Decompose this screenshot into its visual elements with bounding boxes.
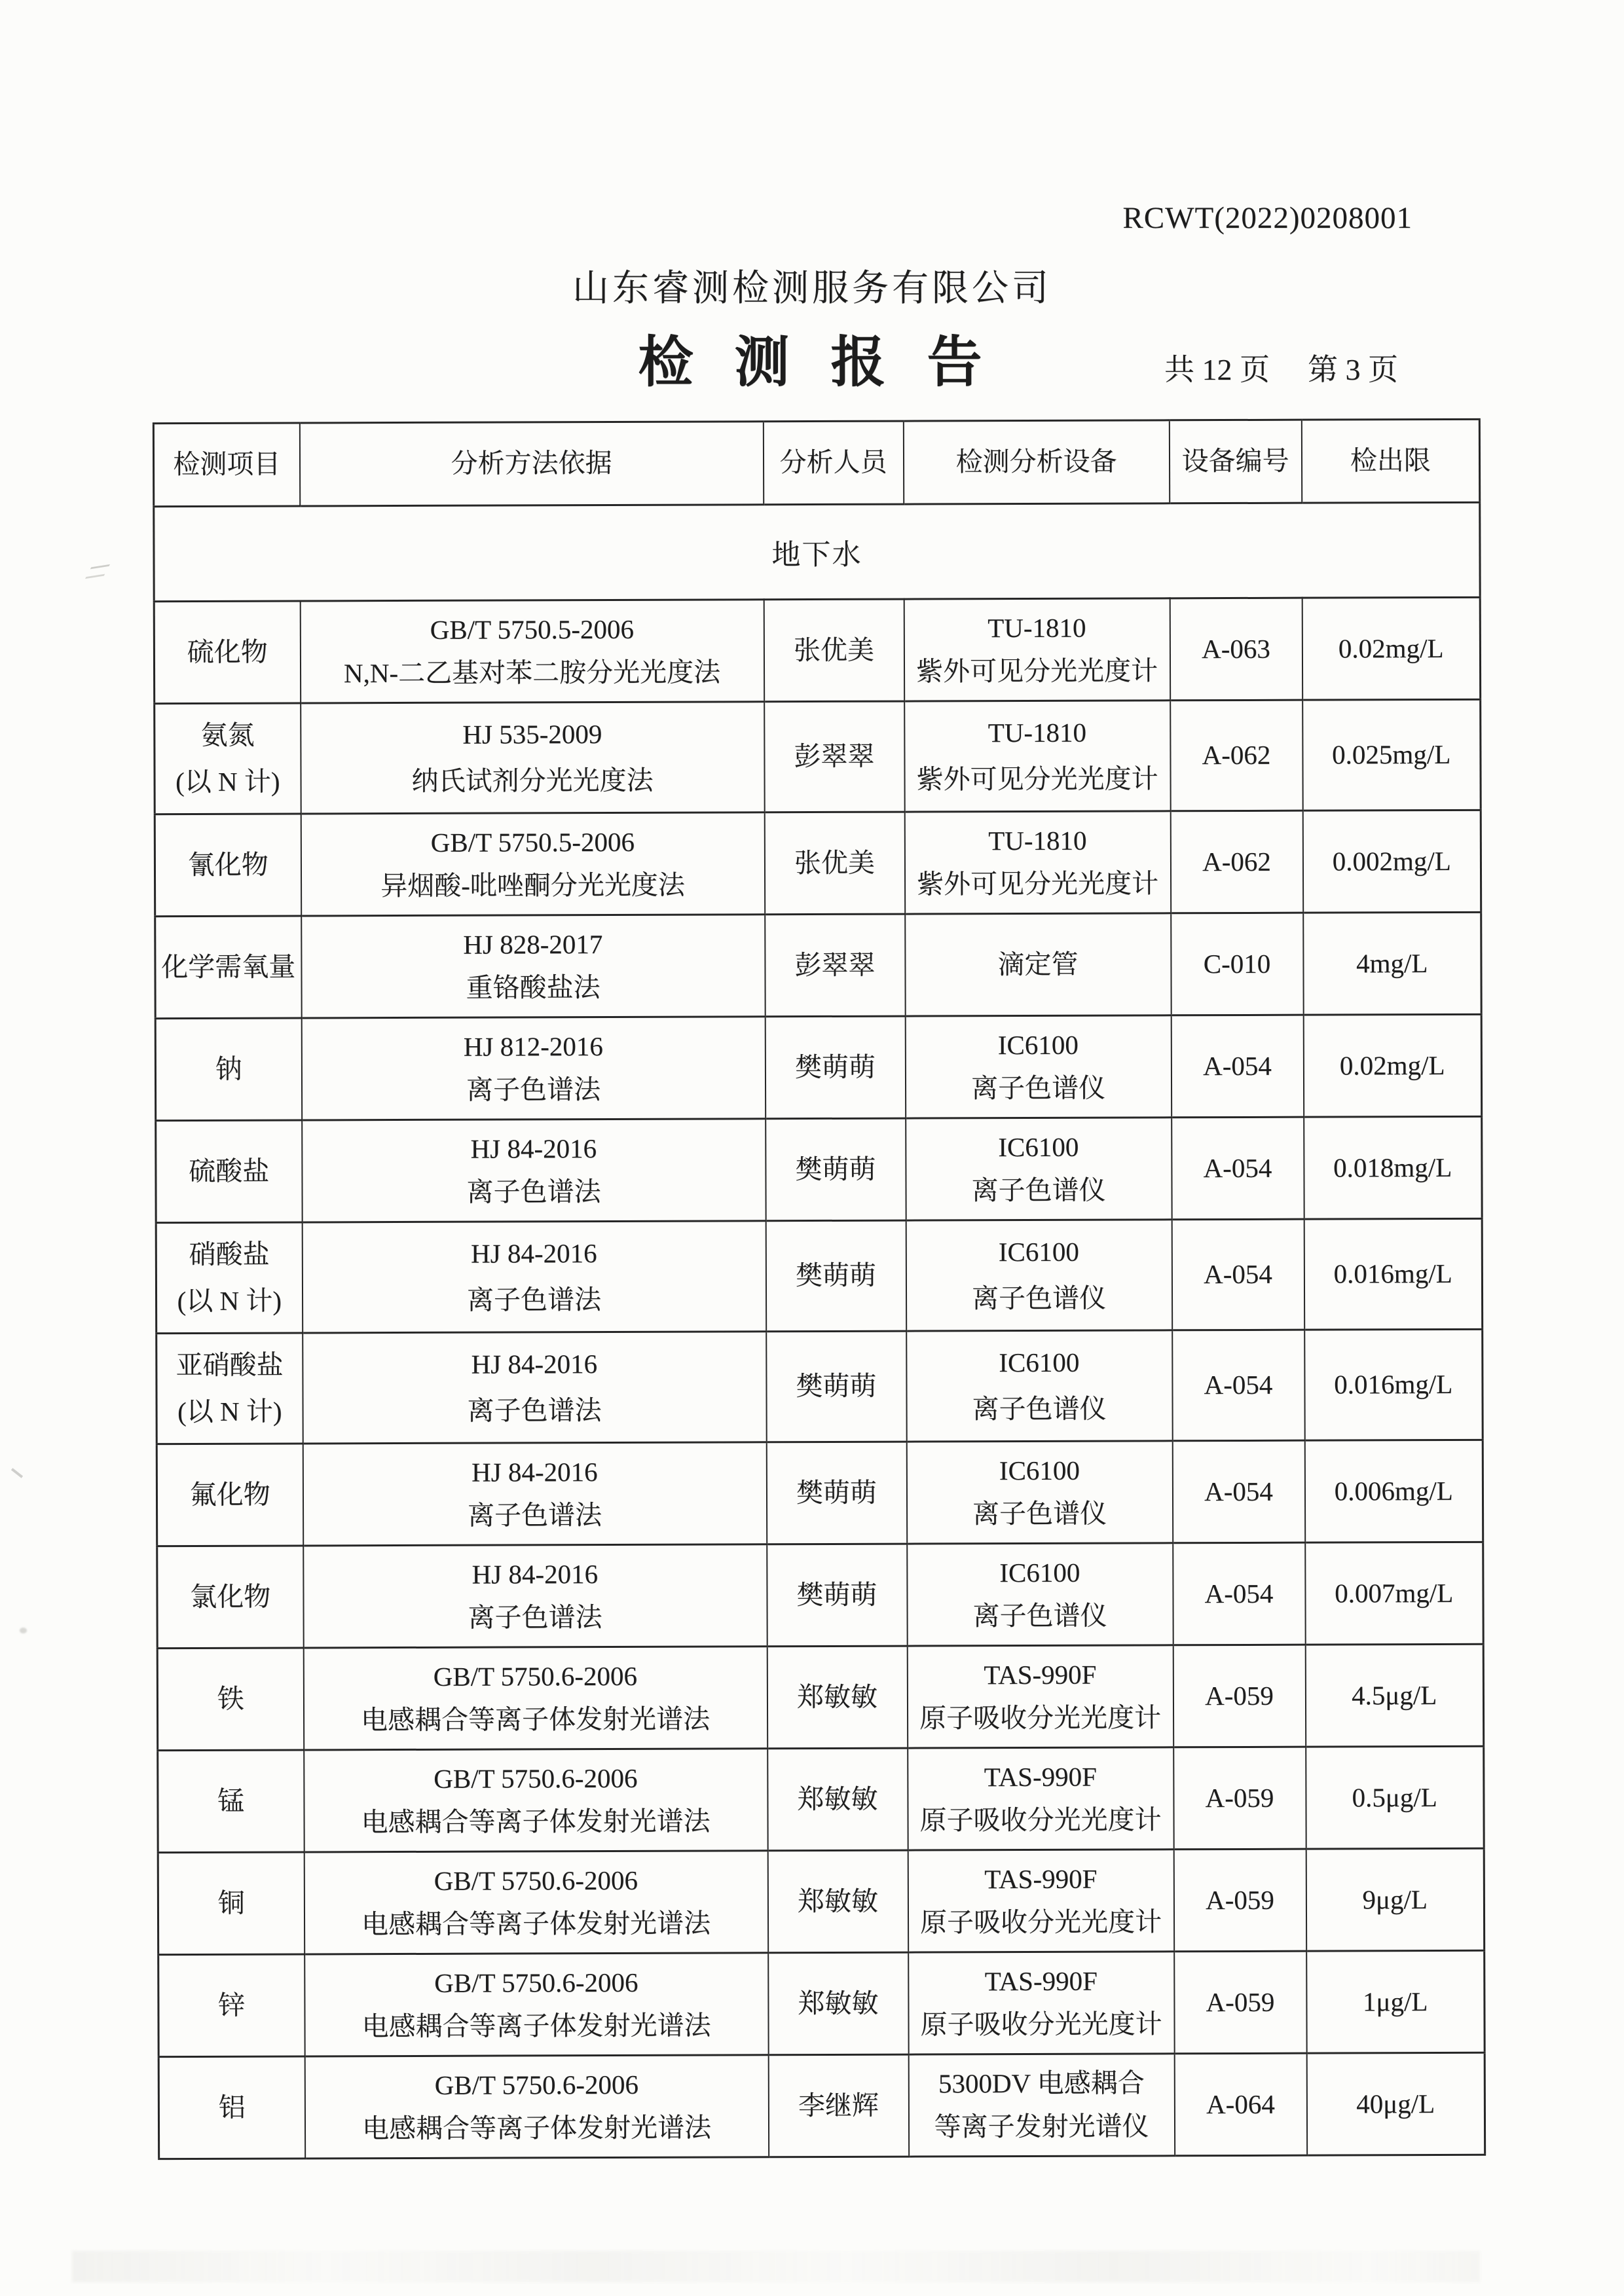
- analysis-method-cell: [301, 915, 765, 1018]
- analysis-device-device1: IC6100: [998, 1131, 1079, 1162]
- test-item-item: 锰: [217, 1785, 245, 1816]
- analyst-name-analyst: 郑敏敏: [797, 1886, 879, 1917]
- device-number-device_no: A-054: [1204, 1578, 1274, 1609]
- analysis-device-device2: 离子色谱仪: [970, 1072, 1106, 1104]
- test-item-item2: (以 N 计): [177, 1396, 282, 1427]
- analysis-device-device2: 离子色谱仪: [972, 1600, 1107, 1631]
- col-header-device: [903, 420, 1169, 504]
- analysis-method-cell: [301, 702, 765, 814]
- analysis-method-cell: [301, 812, 764, 916]
- analyst-name-cell: [764, 812, 904, 915]
- analysis-device-cell: [904, 701, 1171, 812]
- device-number-device_no: A-059: [1205, 1884, 1274, 1916]
- table-row: [155, 699, 1481, 814]
- detection-limit-limit: 0.02mg/L: [1339, 1049, 1445, 1081]
- test-item-cell: [155, 1018, 301, 1121]
- analyst-name-cell: [766, 1220, 906, 1332]
- device-number-cell: [1174, 1951, 1306, 2054]
- detection-limit-cell: [1303, 1014, 1481, 1117]
- test-item-cell: [156, 1120, 302, 1223]
- analysis-device-cell: [908, 1952, 1174, 2054]
- detection-limit-cell: [1306, 1950, 1485, 2053]
- analysis-method-method1: GB/T 5750.6-2006: [434, 2069, 639, 2100]
- test-item-item: 铜: [217, 1887, 245, 1918]
- table-row: [155, 912, 1481, 1018]
- header-row: [153, 419, 1479, 506]
- analysis-method-method1: HJ 84-2016: [471, 1456, 598, 1487]
- test-item-item: 硝酸盐: [189, 1239, 270, 1269]
- device-number-cell: [1172, 1440, 1304, 1543]
- analyst-name-cell: [766, 1442, 906, 1544]
- analysis-method-cell: [304, 1953, 768, 2056]
- test-item-cell: [158, 1852, 304, 1955]
- device-number-device_no: C-010: [1203, 948, 1271, 979]
- table-row: [157, 1329, 1483, 1444]
- analysis-device-cell: [908, 1850, 1173, 1952]
- analyst-name-cell: [764, 701, 905, 812]
- analysis-method-cell: [302, 1221, 766, 1333]
- table-row: [157, 1440, 1483, 1546]
- detection-limit-limit: 0.007mg/L: [1335, 1577, 1454, 1609]
- analysis-device-device1: IC6100: [999, 1557, 1080, 1588]
- detection-limit-limit: 0.5μg/L: [1352, 1781, 1437, 1813]
- analysis-method-method1: GB/T 5750.5-2006: [430, 826, 635, 858]
- table-row: [156, 1218, 1483, 1333]
- test-item-item: 氨氮: [200, 720, 255, 750]
- analyst-name-analyst: 樊萌萌: [795, 1260, 877, 1291]
- analysis-method-method1: HJ 535-2009: [462, 718, 602, 750]
- analysis-device-device2: 紫外可见分光光度计: [916, 763, 1158, 795]
- analysis-method-method2: 电感耦合等离子体发射光谱法: [361, 2010, 711, 2042]
- analysis-device-device2: 紫外可见分光光度计: [915, 655, 1158, 687]
- analyst-name-analyst: 郑敏敏: [797, 1783, 878, 1815]
- analysis-method-method2: 离子色谱法: [468, 1602, 602, 1633]
- device-number-cell: [1173, 1849, 1306, 1952]
- analysis-method-method1: HJ 812-2016: [463, 1030, 603, 1062]
- table-row: [157, 1542, 1483, 1648]
- group-row-groundwater: [154, 502, 1480, 601]
- analysis-device-device1: TAS-990F: [984, 1659, 1097, 1690]
- test-item-item: 锌: [218, 1990, 246, 2020]
- detection-limit-limit: 0.02mg/L: [1338, 632, 1444, 664]
- analysis-device-device1: 滴定管: [997, 949, 1079, 980]
- test-item-cell: [155, 703, 301, 814]
- analysis-device-device2: 原子吸收分光光度计: [919, 1906, 1162, 1938]
- analysis-method-method1: GB/T 5750.6-2006: [434, 1865, 638, 1896]
- table-row: [154, 597, 1480, 703]
- analyst-name-analyst: 李继辉: [798, 2090, 879, 2121]
- detection-limit-cell: [1302, 699, 1481, 811]
- device-number-device_no: A-062: [1202, 846, 1271, 877]
- analysis-device-cell: [907, 1543, 1173, 1646]
- device-number-device_no: A-054: [1202, 1050, 1272, 1082]
- analysis-device-device2: 原子吸收分光光度计: [919, 1702, 1162, 1734]
- detection-limit-limit: 9μg/L: [1362, 1884, 1428, 1915]
- analysis-method-method1: GB/T 5750.6-2006: [434, 1967, 638, 1998]
- analysis-method-cell: [303, 1332, 767, 1444]
- test-item-cell: [158, 2056, 304, 2159]
- analysis-method-cell: [303, 1544, 767, 1648]
- device-number-device_no: A-054: [1204, 1370, 1273, 1400]
- detection-limit-limit: 4.5μg/L: [1352, 1679, 1437, 1711]
- analyst-name-analyst: 张优美: [794, 847, 876, 879]
- analysis-method-method2: 电感耦合等离子体发射光谱法: [361, 1806, 710, 1838]
- test-item-cell: [158, 1750, 304, 1853]
- col-header-device-label: 检测分析设备: [955, 446, 1117, 477]
- analysis-method-cell: [303, 1647, 767, 1750]
- analysis-device-device1: IC6100: [999, 1455, 1080, 1485]
- test-item-item: 氟化物: [189, 1479, 270, 1510]
- analyst-name-cell: [767, 1544, 907, 1647]
- scan-artifact-squiggle: [85, 564, 110, 579]
- detection-limit-cell: [1306, 2052, 1485, 2155]
- analyst-name-cell: [764, 599, 904, 702]
- analysis-method-method2: 纳氏试剂分光光度法: [411, 765, 654, 796]
- detection-limit-limit: 0.016mg/L: [1333, 1258, 1452, 1289]
- analysis-device-cell: [908, 1747, 1173, 1850]
- detection-limit-cell: [1304, 1329, 1483, 1440]
- analysis-method-method1: GB/T 5750.6-2006: [434, 1762, 638, 1794]
- test-item-cell: [155, 814, 301, 917]
- analysis-method-method2: 重铬酸盐法: [466, 972, 600, 1003]
- analysis-device-cell: [907, 1645, 1173, 1748]
- analysis-device-device1: 5300DV 电感耦合: [938, 2068, 1145, 2098]
- col-header-method: [299, 422, 763, 506]
- device-number-device_no: A-062: [1202, 740, 1271, 771]
- test-item-item: 氰化物: [187, 849, 268, 880]
- detection-limit-cell: [1305, 1542, 1483, 1645]
- scan-artifact-dot: [20, 1628, 27, 1633]
- table-row: [158, 2052, 1485, 2159]
- device-number-device_no: A-054: [1204, 1476, 1273, 1507]
- device-number-cell: [1172, 1330, 1305, 1441]
- analysis-device-device2: 离子色谱仪: [971, 1283, 1107, 1314]
- detection-limit-cell: [1305, 1644, 1483, 1747]
- device-number-device_no: A-059: [1206, 1986, 1275, 2018]
- test-item-cell: [157, 1648, 303, 1751]
- page-current-label: 第 3 页: [1308, 353, 1398, 386]
- report-number: RCWT(2022)0208001: [1122, 201, 1412, 235]
- analysis-device-cell: [906, 1441, 1172, 1544]
- test-item-item: 铁: [217, 1683, 244, 1714]
- analysis-device-device1: TU-1810: [988, 825, 1087, 856]
- test-item-cell: [154, 601, 300, 704]
- analyst-name-cell: [767, 1646, 907, 1749]
- test-item-item: 硫化物: [187, 636, 268, 667]
- col-header-method-label: 分析方法依据: [451, 448, 612, 479]
- analysis-device-device2: 原子吸收分光光度计: [919, 1804, 1162, 1836]
- analyst-name-analyst: 郑敏敏: [798, 1988, 879, 2019]
- device-number-cell: [1174, 2053, 1306, 2156]
- table-header: [153, 419, 1479, 506]
- device-number-cell: [1173, 1645, 1305, 1747]
- col-header-limit: [1301, 419, 1479, 503]
- device-number-device_no: A-059: [1204, 1680, 1274, 1711]
- detection-limit-limit: 0.006mg/L: [1334, 1475, 1453, 1506]
- analysis-method-method2: 离子色谱法: [466, 1176, 601, 1207]
- detection-limit-cell: [1306, 1848, 1484, 1951]
- detection-limit-cell: [1304, 1218, 1483, 1330]
- company-name: 山东睿测检测服务有限公司: [572, 268, 1052, 309]
- analysis-device-device2: 离子色谱仪: [972, 1393, 1107, 1425]
- analysis-method-cell: [304, 1749, 767, 1852]
- test-item-cell: [157, 1546, 303, 1649]
- analysis-method-method2: 离子色谱法: [468, 1500, 602, 1531]
- detection-limit-limit: 0.025mg/L: [1332, 739, 1451, 770]
- analyst-name-analyst: 樊萌萌: [795, 1154, 876, 1185]
- col-header-device-no: [1169, 420, 1301, 503]
- analysis-device-device1: IC6100: [998, 1236, 1079, 1267]
- detection-limit-cell: [1302, 597, 1480, 700]
- analysis-device-device2: 原子吸收分光光度计: [920, 2009, 1162, 2040]
- test-item-cell: [157, 1444, 303, 1546]
- test-item-cell: [156, 1222, 303, 1334]
- analyst-name-cell: [768, 2054, 908, 2157]
- device-number-device_no: A-059: [1205, 1782, 1274, 1813]
- analysis-method-method1: HJ 84-2016: [471, 1348, 598, 1379]
- analyst-name-analyst: 樊萌萌: [794, 1051, 876, 1083]
- analysis-method-method2: 电感耦合等离子体发射光谱法: [360, 1704, 710, 1736]
- analysis-device-device2: 紫外可见分光光度计: [916, 868, 1159, 900]
- analyst-name-analyst: 樊萌萌: [796, 1477, 877, 1508]
- analysis-method-cell: [304, 1851, 767, 1954]
- detection-limit-cell: [1303, 912, 1481, 1015]
- analyst-name-cell: [767, 1748, 908, 1851]
- device-number-cell: [1173, 1747, 1306, 1850]
- analysis-method-cell: [302, 1119, 766, 1222]
- device-number-cell: [1172, 1219, 1304, 1330]
- analysis-method-cell: [303, 1442, 766, 1546]
- analysis-device-device1: IC6100: [997, 1029, 1079, 1060]
- pages-total-label: 共 12 页: [1164, 353, 1270, 386]
- detection-limit-cell: [1304, 1116, 1482, 1219]
- test-item-cell: [155, 916, 301, 1019]
- detection-limit-limit: 4mg/L: [1356, 947, 1428, 979]
- device-number-device_no: A-054: [1203, 1259, 1272, 1290]
- analyst-name-analyst: 郑敏敏: [796, 1681, 878, 1713]
- test-item-item: 钠: [215, 1053, 242, 1084]
- analysis-table: [153, 418, 1486, 2160]
- analyst-name-analyst: 彭翠翠: [794, 949, 876, 981]
- scan-artifact-tick: [11, 1468, 23, 1478]
- device-number-cell: [1170, 598, 1302, 701]
- analyst-name-cell: [767, 1850, 908, 1953]
- analysis-device-device1: TAS-990F: [984, 1965, 1098, 1996]
- analysis-method-method2: N,N-二乙基对苯二胺分光光度法: [343, 657, 721, 689]
- detection-limit-limit: 40μg/L: [1356, 2088, 1435, 2119]
- analysis-device-device1: TU-1810: [987, 612, 1086, 643]
- analysis-method-method2: 电感耦合等离子体发射光谱法: [361, 2112, 712, 2144]
- analyst-name-cell: [765, 1016, 905, 1119]
- analysis-method-method1: HJ 828-2017: [463, 928, 603, 960]
- test-item-item: 亚硝酸盐: [175, 1349, 284, 1380]
- analysis-device-device1: TAS-990F: [984, 1863, 1098, 1894]
- analysis-method-method2: 离子色谱法: [467, 1394, 602, 1426]
- analyst-name-analyst: 彭翠翠: [794, 741, 875, 772]
- test-item-item2: (以 N 计): [177, 1285, 282, 1317]
- test-item-cell: [158, 1954, 304, 2057]
- col-header-device-no-label: 设备编号: [1181, 446, 1289, 477]
- analysis-device-device1: TAS-990F: [984, 1761, 1097, 1792]
- device-number-device_no: A-064: [1206, 2088, 1275, 2120]
- page-info: [1164, 346, 1398, 389]
- device-number-device_no: A-054: [1203, 1152, 1272, 1184]
- table-row: [155, 1014, 1481, 1120]
- analysis-method-method2: 电感耦合等离子体发射光谱法: [361, 1908, 711, 1940]
- analysis-method-method1: GB/T 5750.6-2006: [433, 1660, 638, 1692]
- device-number-cell: [1171, 1015, 1303, 1118]
- detection-limit-cell: [1306, 1746, 1484, 1849]
- detection-limit-limit: 0.016mg/L: [1334, 1369, 1453, 1400]
- detection-limit-cell: [1304, 1440, 1483, 1542]
- col-header-item: [153, 423, 299, 507]
- test-item-item: 化学需氧量: [161, 951, 296, 983]
- analysis-device-cell: [905, 913, 1171, 1016]
- device-number-cell: [1172, 1117, 1304, 1220]
- analyst-name-analyst: 樊萌萌: [796, 1371, 877, 1402]
- test-item-cell: [157, 1333, 303, 1444]
- analysis-device-device1: TU-1810: [987, 717, 1087, 748]
- table-row: [158, 1848, 1484, 1954]
- detection-limit-cell: [1302, 810, 1481, 913]
- device-number-cell: [1171, 913, 1303, 1015]
- col-header-analyst-label: 分析人员: [779, 447, 887, 478]
- col-header-item-label: 检测项目: [173, 449, 281, 480]
- detection-limit-limit: 1μg/L: [1362, 1986, 1428, 2017]
- device-number-cell: [1170, 811, 1302, 913]
- analysis-device-device2: 等离子发射光谱仪: [934, 2111, 1149, 2142]
- analysis-device-device1: IC6100: [999, 1347, 1080, 1378]
- device-number-cell: [1173, 1542, 1305, 1645]
- analysis-method-method2: 离子色谱法: [466, 1074, 601, 1105]
- test-item-item2: (以 N 计): [175, 766, 280, 797]
- table-row: [158, 1746, 1484, 1852]
- analysis-device-cell: [906, 1118, 1172, 1220]
- analysis-device-cell: [906, 1220, 1172, 1331]
- scan-noise-band: [72, 2251, 1480, 2282]
- analysis-method-method1: HJ 84-2016: [471, 1237, 597, 1269]
- table-row: [158, 1950, 1485, 2056]
- test-item-item: 硫酸盐: [189, 1156, 270, 1186]
- analysis-method-cell: [301, 1017, 765, 1120]
- analysis-method-method2: 离子色谱法: [466, 1284, 602, 1315]
- analysis-method-method1: HJ 84-2016: [470, 1133, 597, 1164]
- group-label-cell: 地下水: [154, 502, 1480, 601]
- col-header-limit-label: 检出限: [1350, 445, 1431, 476]
- analysis-method-method1: GB/T 5750.5-2006: [430, 613, 635, 645]
- analysis-method-method2: 异烟酸-吡唑酮分光光度法: [380, 869, 685, 902]
- detection-limit-limit: 0.002mg/L: [1332, 845, 1451, 877]
- analyst-name-analyst: 樊萌萌: [796, 1579, 877, 1611]
- analysis-device-cell: [905, 1015, 1171, 1118]
- analyst-name-cell: [768, 1952, 908, 2055]
- analysis-device-cell: [908, 2054, 1174, 2157]
- detection-limit-limit: 0.018mg/L: [1333, 1152, 1452, 1183]
- analysis-device-device2: 离子色谱仪: [971, 1175, 1106, 1206]
- col-header-analyst: [763, 421, 903, 505]
- test-item-item: 铝: [218, 2092, 246, 2123]
- analysis-device-device2: 离子色谱仪: [972, 1498, 1107, 1529]
- table-row: [155, 810, 1481, 916]
- report-title: 检 测 报 告: [638, 333, 986, 393]
- analysis-method-cell: [304, 2055, 768, 2159]
- analysis-device-cell: [904, 811, 1170, 914]
- device-number-device_no: A-063: [1201, 633, 1270, 665]
- analysis-device-cell: [906, 1330, 1173, 1442]
- analyst-name-analyst: 张优美: [793, 634, 875, 666]
- table-row: [156, 1116, 1482, 1222]
- table-row: [157, 1644, 1483, 1750]
- analysis-device-cell: [904, 598, 1170, 701]
- test-item-item: 氯化物: [190, 1581, 271, 1612]
- device-number-cell: [1170, 700, 1303, 811]
- analyst-name-cell: [765, 914, 905, 1017]
- analysis-method-method1: HJ 84-2016: [471, 1558, 599, 1590]
- table-body: [154, 502, 1485, 2159]
- analysis-method-cell: [300, 600, 764, 703]
- analyst-name-cell: [766, 1331, 907, 1442]
- analyst-name-cell: [766, 1118, 906, 1221]
